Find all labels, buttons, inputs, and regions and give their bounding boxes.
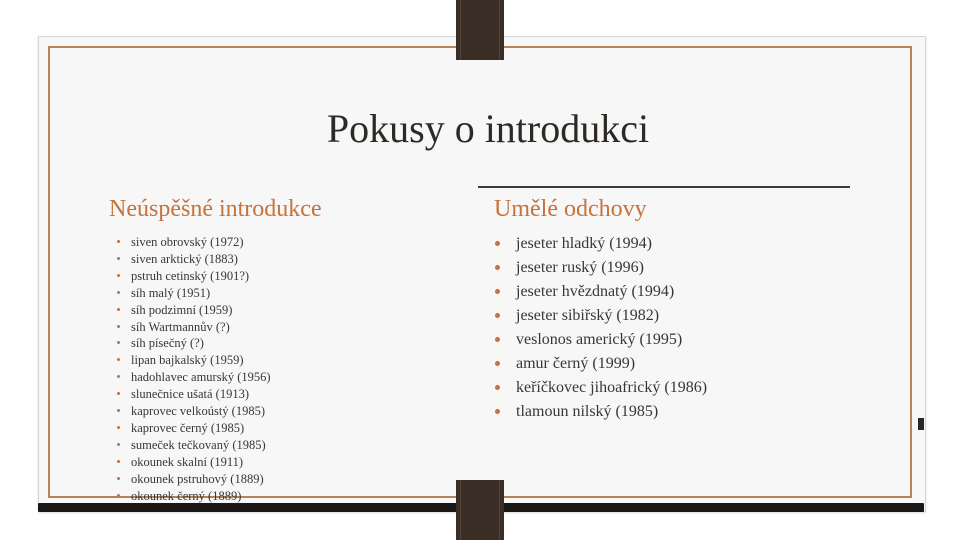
bullet-icon (117, 240, 120, 243)
list-item-text: siven obrovský (1972) (131, 235, 244, 249)
list-item-text: jeseter ruský (1996) (516, 259, 644, 276)
list-item (117, 352, 271, 369)
artificial-breeding-list (494, 232, 707, 424)
bullet-icon (117, 325, 120, 328)
bullet-icon (495, 409, 500, 414)
list-item (117, 234, 271, 251)
bullet-icon (495, 241, 500, 246)
list-item-text: okounek pstruhový (1889) (131, 471, 264, 486)
list-item-text: amur černý (1999) (516, 355, 636, 372)
bullet-icon (495, 385, 500, 390)
list-item-text: okounek skalní (1911) (131, 454, 244, 469)
list-item-text: lipan bajkalský (1959) (131, 353, 244, 368)
list-item-text: kaprovec velkoústý (1985) (131, 404, 265, 419)
bullet-icon (117, 274, 120, 277)
list-item (117, 403, 271, 420)
bullet-icon (117, 257, 120, 260)
list-item (117, 437, 271, 454)
list-item-text: veslonos americký (1995) (516, 331, 683, 348)
list-item-text: síh podzimní (1959) (131, 302, 233, 317)
list-item-text: síh malý (1951) (131, 285, 211, 300)
bullet-icon (117, 341, 120, 344)
bullet-icon (117, 375, 120, 378)
list-item (117, 302, 271, 319)
list-item (117, 285, 271, 302)
failed-introductions-list (117, 234, 271, 505)
list-item-text: okounek černý (1889) (131, 488, 242, 503)
bullet-icon (117, 443, 120, 446)
bullet-icon (117, 291, 120, 294)
list-item (117, 386, 271, 403)
bullet-icon (117, 358, 120, 361)
list-item (117, 335, 271, 352)
bullet-icon (117, 477, 120, 480)
slide-title: Pokusy o introdukci (326, 106, 650, 151)
list-item (494, 400, 707, 424)
list-item (494, 232, 707, 256)
bullet-icon (495, 337, 500, 342)
list-item-text: pstruh cetinský (1901?) (131, 268, 250, 283)
list-item-text: jeseter sibiřský (1982) (516, 307, 660, 324)
bullet-icon (495, 361, 500, 366)
list-item-text: síh Wartmannův (?) (131, 319, 230, 334)
bullet-icon (495, 289, 500, 294)
list-item (117, 420, 271, 437)
left-column-heading: Neúspěšné introdukce (109, 196, 322, 222)
paper-edge-mark (918, 418, 924, 430)
bullet-icon (117, 426, 120, 429)
list-item-text: slunečnice ušatá (1913) (131, 387, 250, 402)
list-item (494, 256, 707, 280)
title-underline (478, 186, 850, 188)
right-column-heading: Umělé odchovy (494, 196, 647, 222)
list-item-text: keříčkovec jihoafrický (1986) (516, 379, 708, 396)
list-item-text: jeseter hladký (1994) (516, 235, 652, 252)
list-item-text: jeseter hvězdnatý (1994) (516, 283, 675, 300)
list-item-text: kaprovec černý (1985) (131, 420, 245, 435)
list-item-text: sumeček tečkovaný (1985) (131, 437, 266, 452)
bullet-icon (117, 392, 120, 395)
list-item (117, 488, 271, 505)
bullet-icon (495, 313, 500, 318)
list-item-text: síh písečný (?) (131, 336, 204, 351)
list-item (494, 352, 707, 376)
ribbon-bottom (456, 480, 504, 540)
bullet-icon (117, 308, 120, 311)
bullet-icon (495, 265, 500, 270)
list-item (117, 369, 271, 386)
list-item-text: tlamoun nilský (1985) (516, 403, 659, 420)
bullet-icon (117, 409, 120, 412)
list-item (494, 328, 707, 352)
ribbon-top (456, 0, 504, 60)
list-item (117, 268, 271, 285)
list-item (117, 454, 271, 471)
list-item (494, 304, 707, 328)
list-item (494, 280, 707, 304)
bullet-icon (117, 460, 120, 463)
list-item (117, 319, 271, 336)
list-item-text: hadohlavec amurský (1956) (131, 370, 271, 385)
list-item (494, 376, 707, 400)
list-item (117, 471, 271, 488)
bullet-icon (117, 494, 120, 497)
list-item (117, 251, 271, 268)
list-item-text: siven arktický (1883) (131, 251, 238, 266)
